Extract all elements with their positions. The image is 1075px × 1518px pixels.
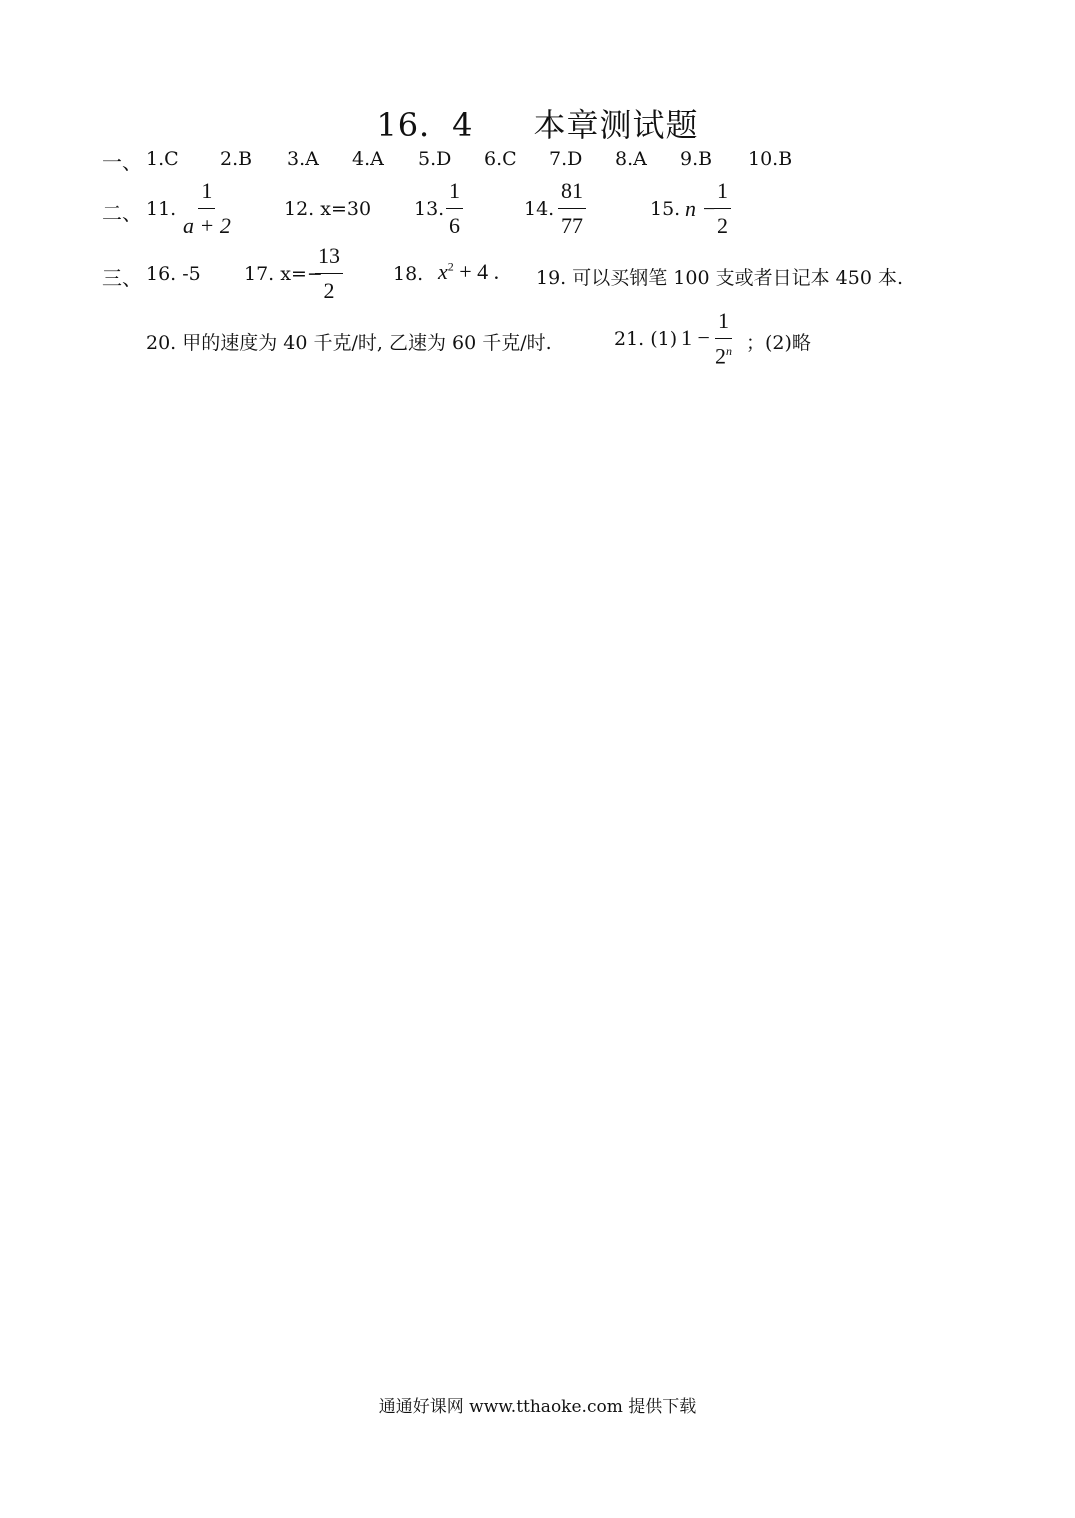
q21-denominator	[712, 339, 735, 367]
q13-denominator: 6	[449, 213, 460, 238]
q17-number: 17. x=−	[244, 263, 323, 285]
q21-den-exponent: n	[726, 344, 732, 358]
q15-fraction	[714, 180, 731, 237]
answer-8: 8.A	[615, 148, 647, 170]
section-2-label: 二、	[102, 201, 142, 225]
q15-denominator: 2	[717, 213, 728, 238]
q18-number: 18.	[393, 263, 424, 285]
q15-prefix: n −	[685, 196, 717, 221]
answer-4: 4.A	[352, 148, 384, 170]
q13-number: 13.	[414, 198, 445, 220]
answer-6: 6.C	[484, 148, 517, 170]
q21-suffix: ；(2)略	[746, 332, 811, 354]
q17-denominator: 2	[323, 278, 335, 303]
q17-numerator: 13	[315, 245, 343, 274]
q13-numerator: 1	[446, 180, 463, 209]
answer-10: 10.B	[748, 148, 793, 170]
q21-den-base: 2	[715, 343, 726, 369]
q11-fraction	[180, 180, 234, 237]
q20-answer: 20. 甲的速度为 40 千克/时, 乙速为 60 千克/时.	[146, 332, 552, 354]
q15-numerator: 1	[714, 180, 731, 209]
q13-fraction	[446, 180, 463, 237]
answer-9: 9.B	[680, 148, 713, 170]
section-3-label: 三、	[102, 266, 142, 290]
q16-answer: 16. -5	[146, 263, 201, 285]
title-name: 本章测试题	[533, 106, 699, 144]
q21-number: 21. (1)	[614, 328, 678, 350]
q14-fraction	[558, 180, 586, 237]
q18-expression	[438, 259, 499, 285]
q18-rest: + 4 .	[459, 259, 500, 284]
footer-text: 通通好课网 www.tthaoke.com 提供下载	[378, 1397, 697, 1417]
q11-denominator: a + 2	[183, 213, 231, 238]
q11-number: 11.	[146, 198, 177, 220]
q18-exponent: 2	[447, 259, 454, 274]
q19-answer: 19. 可以买钢笔 100 支或者日记本 450 本.	[536, 267, 903, 289]
q12-answer: 12. x=30	[284, 198, 372, 220]
q21-fraction	[712, 310, 735, 367]
q14-denominator: 77	[561, 213, 583, 238]
q21-prefix: 1 −	[681, 325, 710, 350]
q18-base: x	[438, 259, 448, 284]
q14-numerator: 81	[558, 180, 586, 209]
q14-number: 14.	[524, 198, 555, 220]
q11-numerator: 1	[198, 180, 215, 209]
page-title	[0, 100, 1075, 146]
section-1-label: 一、	[102, 150, 142, 174]
q17-fraction	[315, 245, 343, 302]
title-number: 16．4	[376, 106, 474, 144]
answer-3: 3.A	[287, 148, 319, 170]
answer-1: 1.C	[146, 148, 179, 170]
q21-numerator: 1	[715, 310, 732, 339]
answer-7: 7.D	[549, 148, 583, 170]
q15-number: 15.	[650, 198, 681, 220]
answer-2: 2.B	[220, 148, 253, 170]
answer-5: 5.D	[418, 148, 452, 170]
